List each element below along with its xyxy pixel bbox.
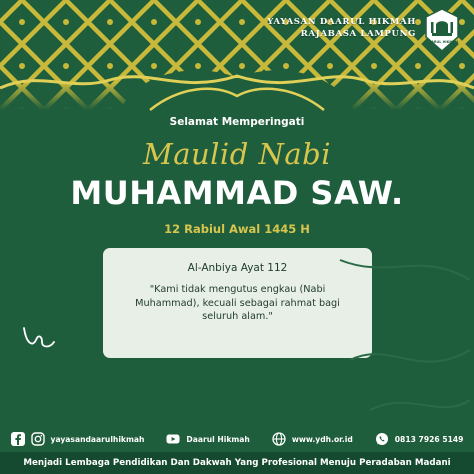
background-swirl bbox=[330, 240, 474, 430]
facebook-icon[interactable] bbox=[11, 432, 25, 446]
org-name-line1: YAYASAN DAARUL HIKMAH bbox=[267, 17, 416, 27]
instagram-icon[interactable] bbox=[31, 432, 45, 446]
hijri-date: 12 Rabiul Awal 1445 H bbox=[164, 222, 310, 236]
youtube-icon[interactable] bbox=[166, 432, 180, 446]
org-name-line2: RAJABASA LAMPUNG bbox=[300, 29, 416, 39]
script-title: Maulid Nabi bbox=[143, 137, 331, 171]
footer-contacts bbox=[0, 426, 474, 452]
gold-arch-ornament bbox=[0, 40, 474, 120]
quote-reference: Al-Anbiya Ayat 112 bbox=[187, 262, 288, 274]
mosque-logo-icon bbox=[422, 7, 462, 53]
greeting-kicker: Selamat Memperingati bbox=[169, 116, 305, 128]
quote-text: "Kami tidak mengutus engkau (Nabi Muhammad), kecuali sebagai rahmat bagi seluruh alam." bbox=[135, 284, 340, 322]
globe-icon[interactable] bbox=[272, 432, 286, 446]
logo-text: DAARUL HIKMAH bbox=[425, 40, 459, 44]
decorative-squiggle bbox=[20, 322, 60, 352]
website-link[interactable]: www.ydh.or.id bbox=[291, 434, 353, 444]
social-handle[interactable]: yayasandaarulhikmah bbox=[50, 434, 145, 444]
footer-tagline: Menjadi Lembaga Pendidikan Dan Dakwah Yang Profesional Menuju Peradaban Madani bbox=[0, 452, 474, 474]
whatsapp-icon[interactable] bbox=[375, 432, 389, 446]
main-title: MUHAMMAD SAW. bbox=[70, 174, 404, 212]
organization-name bbox=[267, 16, 416, 40]
youtube-channel[interactable]: Daarul Hikmah bbox=[186, 434, 250, 444]
phone-number[interactable]: 0813 7926 5149 bbox=[394, 434, 464, 444]
